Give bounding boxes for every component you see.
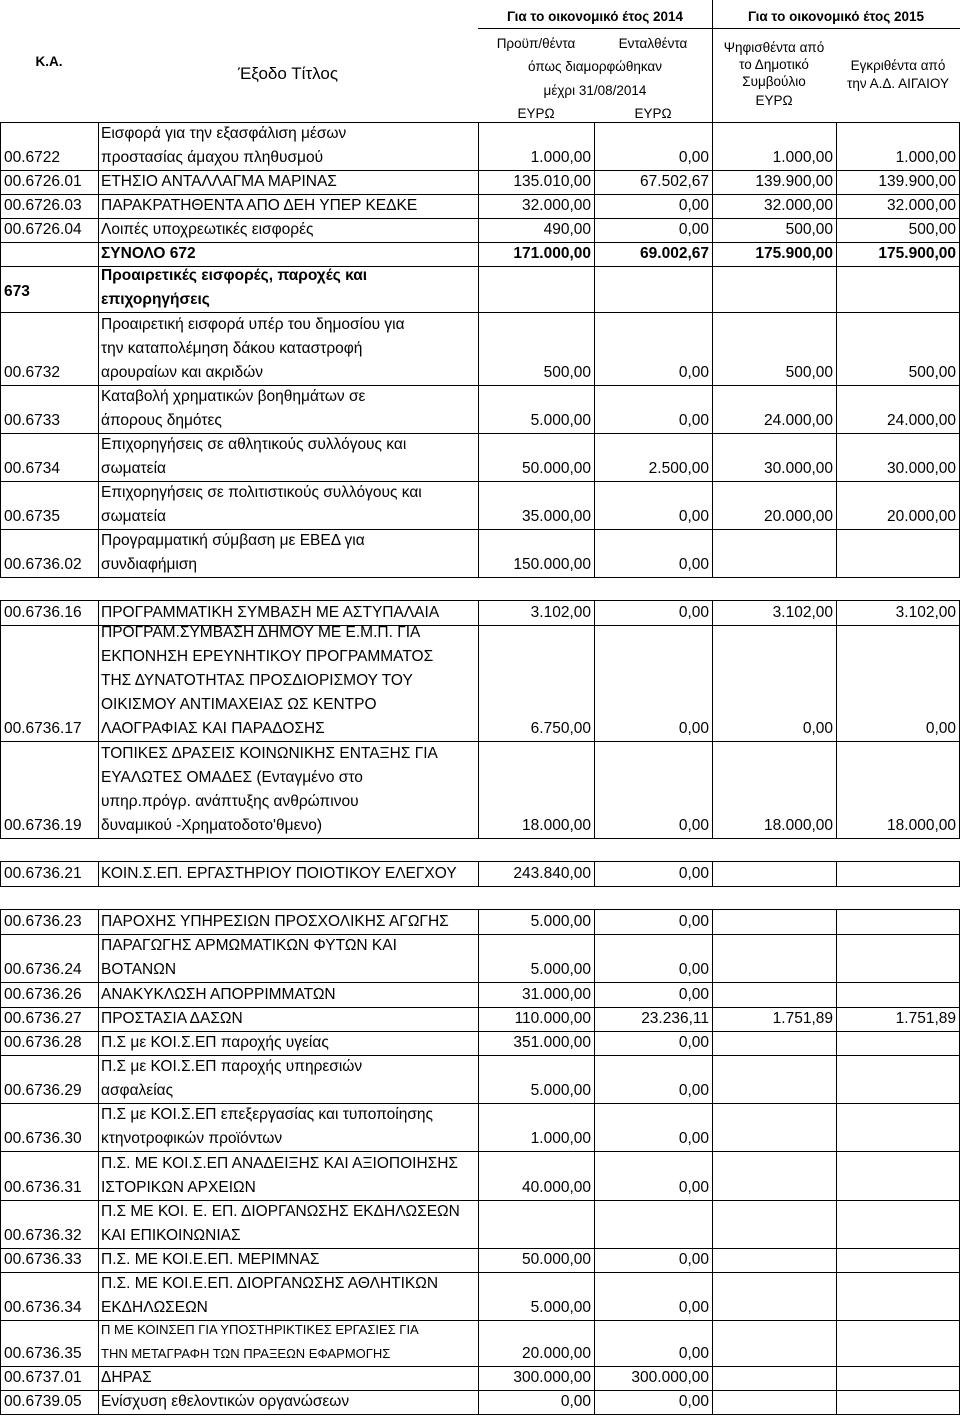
row-title-line: ΕΤΗΣΙΟ ΑΝΤΑΛΛΑΓΜΑ ΜΑΡΙΝΑΣ	[101, 173, 337, 190]
row-title-line: ΠΑΡΟΧΗΣ ΥΠΗΡΕΣΙΩΝ ΠΡΟΣΧΟΛΙΚΗΣ ΑΓΩΓΗΣ	[101, 913, 449, 930]
header-egkr-2: την Α.Δ. ΑΙΓΑΙΟΥ	[847, 76, 949, 91]
row-value-v4: 32.000,00	[887, 197, 956, 214]
row-value-v1: 1.000,00	[530, 149, 591, 166]
row-code: 00.6726.03	[4, 197, 82, 214]
row-title-line: ΕΥΑΛΩΤΕΣ ΟΜΑΔΕΣ (Ενταγμένο στο	[101, 769, 363, 786]
row-value-v3: 32.000,00	[764, 197, 833, 214]
col-rule	[836, 1151, 837, 1200]
col-rule	[836, 1200, 837, 1248]
row-value-v1: 50.000,00	[522, 1251, 591, 1268]
row-code: 00.6736.35	[4, 1345, 82, 1362]
col-rule	[836, 982, 837, 1007]
col-rule	[98, 982, 99, 1007]
row-value-v4: 0,00	[925, 720, 956, 737]
row-title-line: Ενίσχυση εθελοντικών οργανώσεων	[101, 1393, 350, 1410]
row-title-line: Π.Σ ΜΕ ΚΟΙ. Ε. ΕΠ. ΔΙΟΡΓΑΝΩΣΗΣ ΕΚΔΗΛΩΣΕΩΝ	[101, 1203, 460, 1220]
row-value-v1: 351.000,00	[513, 1034, 591, 1051]
header-psif-1: Ψηφισθέντα από	[723, 40, 825, 55]
row-title-line: ΚΑΙ ΕΠΙΚΟΙΝΩΝΙΑΣ	[101, 1227, 241, 1244]
row-title-line: ασφαλείας	[101, 1082, 174, 1099]
col-rule	[98, 1200, 99, 1248]
header-psif-3: Συμβούλιο	[742, 74, 806, 89]
row-value-v2: 0,00	[678, 817, 709, 834]
col-rule	[594, 266, 595, 312]
col-rule	[712, 1390, 713, 1414]
row-value-v1: 3.102,00	[530, 604, 591, 621]
col-rule	[712, 529, 713, 577]
col-rule	[98, 194, 99, 218]
row-code: 00.6726.04	[4, 221, 82, 238]
col-rule	[98, 433, 99, 481]
header-proupo-1: Προϋπ/θέντα	[496, 36, 576, 51]
row-value-v1: 150.000,00	[513, 556, 591, 573]
row-value-v1: 35.000,00	[522, 508, 591, 525]
col-rule	[98, 529, 99, 577]
col-rule	[0, 529, 1, 577]
row-title-line: επιχορηγήσεις	[101, 291, 210, 308]
header-ental-2: ΕΥΡΩ	[634, 106, 672, 121]
col-rule	[836, 861, 837, 886]
col-rule	[0, 481, 1, 529]
row-title-line: Προαιρετική εισφορά υπέρ του δημοσίου για	[101, 316, 405, 333]
row-value-v3: 175.900,00	[755, 245, 833, 262]
col-rule	[0, 741, 1, 838]
row-code: 00.6726.01	[4, 173, 82, 190]
row-title-line: ΕΚΠΟΝΗΣΗ ΕΡΕΥΝΗΤΙΚΟΥ ΠΡΟΓΡΑΜΜΑΤΟΣ	[101, 648, 434, 665]
row-value-v1: 490,00	[543, 221, 591, 238]
col-rule	[98, 741, 99, 838]
col-rule	[98, 1390, 99, 1414]
row-title-line: ΠΑΡΑΚΡΑΤΗΘΕΝΤΑ ΑΠΟ ΔΕΗ ΥΠΕΡ ΚΕΔΚΕ	[101, 197, 418, 214]
row-code: 00.6736.33	[4, 1251, 82, 1268]
row-code: 00.6736.21	[4, 865, 82, 882]
col-rule	[98, 1366, 99, 1390]
row-code: 00.6737.01	[4, 1369, 82, 1386]
col-rule	[0, 909, 1, 934]
row-value-v2: 0,00	[678, 1393, 709, 1410]
col-rule	[98, 861, 99, 886]
row-value-v4: 1.751,89	[895, 1010, 956, 1027]
row-code: 00.6736.26	[4, 986, 82, 1003]
row-value-v1: 1.000,00	[530, 1130, 591, 1147]
row-title-line: ΕΚΔΗΛΩΣΕΩΝ	[101, 1299, 208, 1316]
header-proupo-4: ΕΥΡΩ	[517, 106, 555, 121]
row-value-v2: 0,00	[678, 412, 709, 429]
row-code: 00.6736.27	[4, 1010, 82, 1027]
row-title-line: υπηρ.πρόγρ. ανάπτυξης ανθρώπινου	[101, 793, 359, 810]
row-value-v3: 500,00	[785, 364, 833, 381]
row-title-line: την καταπολέμηση δάκου καταστροφή	[101, 340, 363, 357]
row-title-line: ΑΝΑΚΥΚΛΩΣΗ ΑΠΟΡΡΙΜΜΑΤΩΝ	[101, 986, 336, 1003]
col-rule	[98, 1055, 99, 1103]
row-value-v1: 31.000,00	[522, 986, 591, 1003]
col-rule	[0, 1055, 1, 1103]
col-rule	[0, 1151, 1, 1200]
row-code: 00.6736.30	[4, 1130, 82, 1147]
col-rule	[0, 1366, 1, 1390]
col-rule	[712, 1320, 713, 1366]
row-value-v4: 20.000,00	[887, 508, 956, 525]
row-value-v4: 30.000,00	[887, 460, 956, 477]
col-rule	[0, 242, 1, 266]
col-rule	[712, 1103, 713, 1151]
row-value-v2: 0,00	[678, 604, 709, 621]
row-title-line: Εισφορά για την εξασφάλιση μέσων	[101, 125, 347, 142]
row-value-v3: 1.000,00	[772, 149, 833, 166]
col-rule	[712, 1031, 713, 1055]
row-value-v2: 23.236,11	[641, 1010, 709, 1027]
col-rule	[836, 266, 837, 312]
row-title-line: Λοιπές υποχρεωτικές εισφορές	[101, 221, 314, 238]
col-rule	[836, 1055, 837, 1103]
col-rule	[712, 1200, 713, 1248]
row-code: 00.6736.24	[4, 961, 82, 978]
row-value-v2: 0,00	[678, 1179, 709, 1196]
row-title-line: Προαιρετικές εισφορές, παροχές και	[101, 267, 368, 284]
row-value-v1: 171.000,00	[513, 245, 591, 262]
row-value-v1: 0,00	[560, 1393, 591, 1410]
row-title-line: ΔΗΡΑΣ	[101, 1369, 152, 1386]
row-title-line: Επιχορηγήσεις σε αθλητικούς συλλόγους και	[101, 436, 407, 453]
row-title-line: άπορους δημότες	[101, 412, 222, 429]
table-bottom-rule	[0, 1414, 960, 1415]
col-rule	[0, 266, 1, 312]
row-value-v4: 175.900,00	[878, 245, 956, 262]
row-value-v2: 300.000,00	[631, 1369, 709, 1386]
row-value-v1: 135.010,00	[513, 173, 591, 190]
row-title-line: ΠΡΟΓΡΑΜΜΑΤΙΚΗ ΣΥΜΒΑΣΗ ΜΕ ΑΣΤΥΠΑΛΑΙΑ	[101, 604, 440, 621]
col-rule	[0, 1200, 1, 1248]
col-rule	[0, 385, 1, 433]
row-value-v3: 139.900,00	[755, 173, 833, 190]
row-title-line: Π.Σ. ΜΕ ΚΟΙ.Ε.ΕΠ. ΔΙΟΡΓΑΝΩΣΗΣ ΑΘΛΗΤΙΚΩΝ	[101, 1275, 439, 1292]
row-value-v2: 0,00	[678, 221, 709, 238]
row-title-line: κτηνοτροφικών προϊόντων	[101, 1130, 283, 1147]
row-value-v1: 5.000,00	[530, 913, 591, 930]
row-code: 00.6735	[4, 508, 61, 525]
row-title-line: συνδιαφήμιση	[101, 556, 198, 573]
row-value-v3: 24.000,00	[764, 412, 833, 429]
col-rule	[712, 982, 713, 1007]
row-value-v1: 5.000,00	[530, 412, 591, 429]
row-value-v1: 5.000,00	[530, 1299, 591, 1316]
row-value-v3: 18.000,00	[764, 817, 833, 834]
header-title: Έξοδο Τίτλος	[237, 64, 339, 83]
col-rule	[98, 625, 99, 741]
row-rule	[0, 886, 960, 887]
row-code: 00.6732	[4, 364, 61, 381]
col-rule	[836, 1390, 837, 1414]
row-title-line: αρουραίων και ακριδών	[101, 364, 263, 381]
row-value-v2: 0,00	[678, 1130, 709, 1147]
row-rule	[0, 838, 960, 839]
row-title-line: σωματεία	[101, 460, 166, 477]
col-rule	[0, 1272, 1, 1320]
col-rule	[0, 312, 1, 385]
row-value-v2: 0,00	[678, 913, 709, 930]
row-title-line: ΟΙΚΙΣΜΟΥ ΑΝΤΙΜΑΧΕΙΑΣ ΩΣ ΚΕΝΤΡΟ	[101, 696, 377, 713]
row-code: 673	[4, 283, 30, 300]
header-ka: Κ.Α.	[35, 54, 63, 69]
row-value-v2: 0,00	[678, 986, 709, 1003]
header-rule	[478, 28, 960, 29]
row-title-line: Π.Σ με ΚΟΙ.Σ.ΕΠ παροχής υπηρεσιών	[101, 1058, 363, 1075]
row-value-v1: 20.000,00	[522, 1345, 591, 1362]
col-rule	[98, 909, 99, 934]
row-title-line: Π ΜΕ ΚΟΙΝΣΕΠ ΓΙΑ ΥΠΟΣΤΗΡΙΚΤΙΚΕΣ ΕΡΓΑΣΙΕΣ ΓΙΑ	[101, 1322, 419, 1337]
row-value-v1: 243.840,00	[513, 865, 591, 882]
row-value-v2: 0,00	[678, 1251, 709, 1268]
col-rule	[712, 909, 713, 934]
row-code: 00.6736.32	[4, 1227, 82, 1244]
row-value-v3: 1.751,89	[772, 1010, 833, 1027]
row-title-line: Προγραμματική σύμβαση με ΕΒΕΔ για	[101, 532, 365, 549]
row-value-v4: 18.000,00	[887, 817, 956, 834]
row-value-v2: 0,00	[678, 961, 709, 978]
col-rule	[0, 218, 1, 242]
col-rule	[836, 1031, 837, 1055]
col-rule	[98, 1320, 99, 1366]
header-year-2014: Για το οικονομικό έτος 2014	[506, 9, 684, 24]
row-value-v2: 0,00	[678, 364, 709, 381]
col-rule	[0, 1248, 1, 1272]
col-rule	[98, 1151, 99, 1200]
col-rule	[478, 1200, 479, 1248]
row-code: 00.6736.19	[4, 817, 82, 834]
col-rule	[712, 934, 713, 982]
row-value-v3: 20.000,00	[764, 508, 833, 525]
row-title-line: σωματεία	[101, 508, 166, 525]
row-value-v4: 500,00	[908, 221, 956, 238]
row-title-line: ΤΗΣ ΔΥΝΑΤΟΤΗΤΑΣ ΠΡΟΣΔΙΟΡΙΣΜΟΥ ΤΟΥ	[101, 672, 413, 689]
row-value-v2: 67.502,67	[640, 173, 709, 190]
row-value-v1: 40.000,00	[522, 1179, 591, 1196]
col-rule	[712, 1151, 713, 1200]
col-rule	[0, 1390, 1, 1414]
row-value-v2: 0,00	[678, 1082, 709, 1099]
row-value-v2: 2.500,00	[648, 460, 709, 477]
row-value-v1: 5.000,00	[530, 1082, 591, 1099]
row-title-line: δυναμικού -Χρηματοδοτο'θμενο)	[101, 817, 323, 834]
header-ental-1: Ενταλθέντα	[618, 36, 688, 51]
row-value-v2: 0,00	[678, 149, 709, 166]
row-value-v2: 0,00	[678, 1345, 709, 1362]
row-value-v1: 300.000,00	[513, 1369, 591, 1386]
row-code: 00.6736.16	[4, 604, 82, 621]
col-rule	[0, 194, 1, 218]
row-rule	[0, 577, 960, 578]
col-rule	[98, 1272, 99, 1320]
row-title-line: Καταβολή χρηματικών βοηθημάτων σε	[101, 388, 366, 405]
col-rule	[836, 934, 837, 982]
row-value-v2: 0,00	[678, 720, 709, 737]
header-proupo-2: όπως διαμορφώθηκαν	[528, 59, 662, 74]
row-value-v1: 500,00	[543, 364, 591, 381]
row-value-v4: 500,00	[908, 364, 956, 381]
col-rule	[98, 385, 99, 433]
col-rule	[478, 266, 479, 312]
header-proupo-3: μέχρι 31/08/2014	[543, 83, 647, 98]
header-psif-4: ΕΥΡΩ	[755, 93, 793, 108]
col-rule	[836, 1320, 837, 1366]
header-psif-2: το Δημοτικό	[739, 57, 809, 72]
row-title-line: ΒΟΤΑΝΩΝ	[101, 961, 177, 978]
col-rule	[98, 242, 99, 266]
row-title-line: ΣΥΝΟΛΟ 672	[101, 245, 196, 262]
col-rule	[712, 266, 713, 312]
col-rule	[836, 1366, 837, 1390]
row-value-v3: 500,00	[785, 221, 833, 238]
col-rule	[98, 1103, 99, 1151]
row-title-line: Επιχορηγήσεις σε πολιτιστικούς συλλόγους και	[101, 484, 422, 501]
row-title-line: ΠΡΟΓΡΑΜ.ΣΥΜΒΑΣΗ ΔΗΜΟΥ ΜΕ Ε.Μ.Π. ΓΙΑ	[101, 624, 421, 641]
row-title-line: ΠΡΟΣΤΑΣΙΑ ΔΑΣΩΝ	[101, 1010, 243, 1027]
row-title-line: ΠΑΡΑΓΩΓΗΣ ΑΡΜΩΜΑΤΙΚΩΝ ΦΥΤΩΝ ΚΑΙ	[101, 937, 397, 954]
col-rule	[0, 934, 1, 982]
col-rule	[0, 1031, 1, 1055]
row-code: 00.6722	[4, 149, 61, 166]
col-rule	[836, 1103, 837, 1151]
header-divider	[712, 0, 713, 122]
col-rule	[0, 600, 1, 625]
row-title-line: ΙΣΤΟΡΙΚΩΝ ΑΡΧΕΙΩΝ	[101, 1179, 256, 1196]
row-value-v3: 30.000,00	[764, 460, 833, 477]
col-rule	[712, 1366, 713, 1390]
row-value-v3: 0,00	[802, 720, 833, 737]
row-code: 00.6736.23	[4, 913, 82, 930]
col-rule	[0, 625, 1, 741]
row-value-v1: 32.000,00	[522, 197, 591, 214]
col-rule	[0, 433, 1, 481]
row-code: 00.6736.31	[4, 1179, 82, 1196]
row-title-line: ΤΟΠΙΚΕΣ ΔΡΑΣΕΙΣ ΚΟΙΝΩΝΙΚΗΣ ΕΝΤΑΞΗΣ ΓΙΑ	[101, 745, 438, 762]
row-value-v3: 3.102,00	[772, 604, 833, 621]
col-rule	[0, 170, 1, 194]
col-rule	[0, 982, 1, 1007]
row-title-line: ΛΑΟΓΡΑΦΙΑΣ ΚΑΙ ΠΑΡΑΔΟΣΗΣ	[101, 720, 325, 737]
row-value-v2: 0,00	[678, 865, 709, 882]
row-title-line: προστασίας άμαχου πληθυσμού	[101, 149, 324, 166]
row-title-line: Π.Σ. ΜΕ ΚΟΙ.Σ.ΕΠ ΑΝΑΔΕΙΞΗΣ ΚΑΙ ΑΞΙΟΠΟΙΗΣΗΣ	[101, 1155, 458, 1172]
header-year-2015: Για το οικονομικό έτος 2015	[747, 9, 925, 24]
col-rule	[0, 861, 1, 886]
col-rule	[712, 861, 713, 886]
row-value-v2: 0,00	[678, 1299, 709, 1316]
col-rule	[98, 266, 99, 312]
row-value-v4: 139.900,00	[878, 173, 956, 190]
col-rule	[98, 312, 99, 385]
col-rule	[594, 1200, 595, 1248]
col-rule	[98, 122, 99, 170]
row-value-v1: 110.000,00	[514, 1010, 591, 1027]
row-code: 00.6736.02	[4, 556, 82, 573]
col-rule	[98, 481, 99, 529]
row-value-v2: 0,00	[678, 197, 709, 214]
col-rule	[836, 529, 837, 577]
col-rule	[0, 1103, 1, 1151]
row-title-line: Π.Σ με ΚΟΙ.Σ.ΕΠ επεξεργασίας και τυποποίησης	[101, 1106, 433, 1123]
col-rule	[98, 600, 99, 625]
row-value-v2: 69.002,67	[640, 245, 709, 262]
col-rule	[0, 1007, 1, 1031]
row-title-line: Π.Σ. ΜΕ ΚΟΙ.Ε.ΕΠ. ΜΕΡΙΜΝΑΣ	[101, 1251, 320, 1268]
col-rule	[98, 1248, 99, 1272]
row-code: 00.6736.29	[4, 1082, 82, 1099]
row-code: 00.6739.05	[4, 1393, 82, 1410]
row-code: 00.6736.34	[4, 1299, 82, 1316]
row-code: 00.6736.17	[4, 720, 82, 737]
row-value-v4: 3.102,00	[895, 604, 956, 621]
row-value-v1: 6.750,00	[530, 720, 591, 737]
col-rule	[712, 1248, 713, 1272]
row-value-v1: 50.000,00	[522, 460, 591, 477]
row-value-v1: 5.000,00	[530, 961, 591, 978]
col-rule	[0, 122, 1, 170]
col-rule	[0, 1320, 1, 1366]
row-code: 00.6733	[4, 412, 61, 429]
header-egkr-1: Εγκριθέντα από	[850, 58, 946, 73]
col-rule	[712, 1055, 713, 1103]
col-rule	[712, 1272, 713, 1320]
col-rule	[98, 1031, 99, 1055]
row-value-v2: 0,00	[678, 1034, 709, 1051]
row-code: 00.6736.28	[4, 1034, 82, 1051]
row-title-line: ΚΟΙΝ.Σ.ΕΠ. ΕΡΓΑΣΤΗΡΙΟΥ ΠΟΙΟΤΙΚΟΥ ΕΛΕΓΧΟΥ	[101, 865, 457, 882]
col-rule	[836, 1248, 837, 1272]
row-title-line: ΤΗΝ ΜΕΤΑΓΡΑΦΗ ΤΩΝ ΠΡΑΞΕΩΝ ΕΦΑΡΜΟΓΗΣ	[101, 1346, 391, 1361]
col-rule	[98, 1007, 99, 1031]
row-value-v4: 1.000,00	[895, 149, 956, 166]
col-rule	[98, 218, 99, 242]
row-value-v2: 0,00	[678, 508, 709, 525]
row-value-v2: 0,00	[678, 556, 709, 573]
row-title-line: Π.Σ με ΚΟΙ.Σ.ΕΠ παροχής υγείας	[101, 1034, 329, 1051]
row-value-v4: 24.000,00	[887, 412, 956, 429]
row-value-v1: 18.000,00	[522, 817, 591, 834]
row-code: 00.6734	[4, 460, 61, 477]
col-rule	[836, 1272, 837, 1320]
col-rule	[836, 909, 837, 934]
col-rule	[98, 170, 99, 194]
col-rule	[98, 934, 99, 982]
